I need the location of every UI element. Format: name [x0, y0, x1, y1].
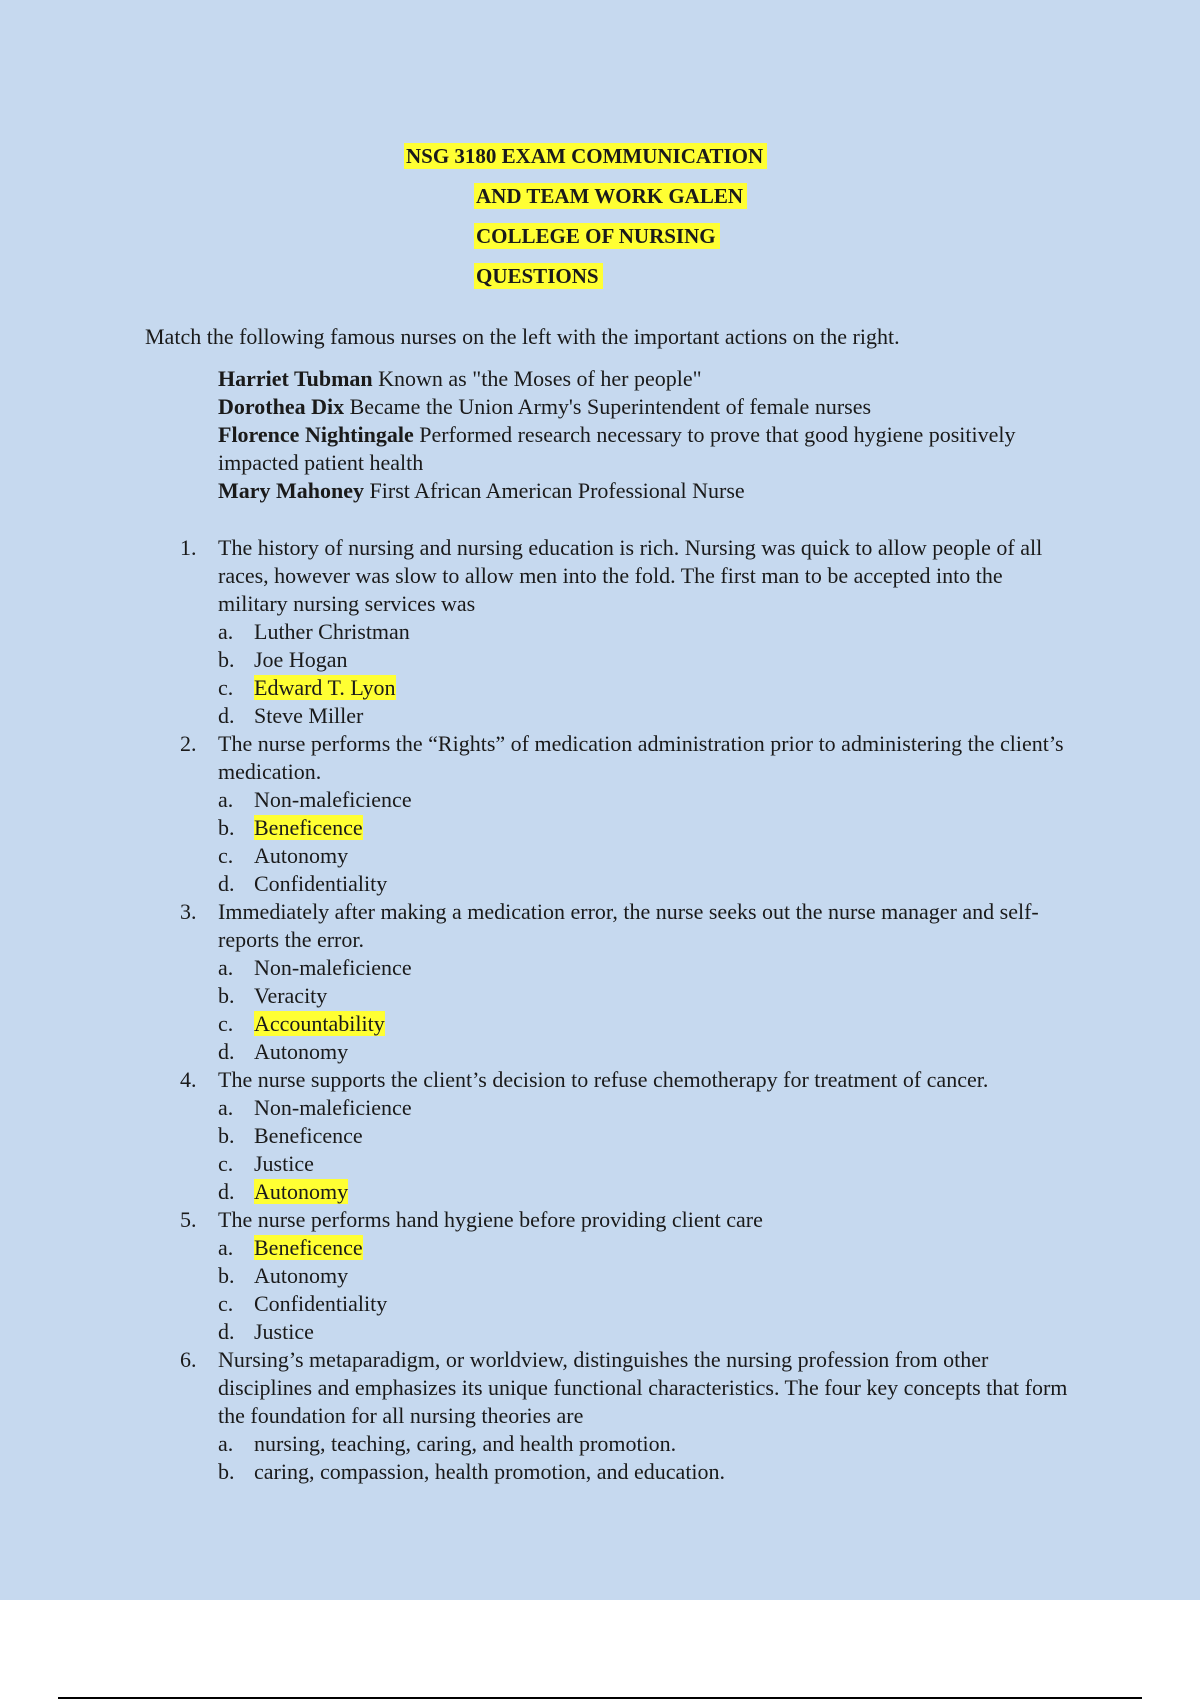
option-letter: c.	[218, 1011, 234, 1036]
answer-option	[218, 1150, 1070, 1178]
option-letter: b.	[218, 983, 235, 1008]
answer-options	[218, 954, 1070, 1066]
option-text-highlighted: Edward T. Lyon	[254, 675, 396, 700]
nurse-action: First African American Professional Nurse	[369, 478, 745, 503]
option-letter: c.	[218, 1151, 234, 1176]
option-letter: b.	[218, 647, 235, 672]
answer-option	[218, 870, 1070, 898]
nurse-matching-list	[218, 365, 1078, 505]
footer-rule	[58, 1697, 1142, 1699]
answer-option	[218, 1318, 1070, 1346]
answer-option	[218, 842, 1070, 870]
option-letter: a.	[218, 1431, 234, 1456]
question-item	[0, 1206, 1070, 1346]
answer-option-highlighted	[218, 674, 1070, 702]
question-stem: The nurse performs hand hygiene before providing client care	[218, 1207, 763, 1232]
title-line: QUESTIONS	[474, 262, 603, 290]
option-letter: c.	[218, 1291, 234, 1316]
answer-option	[218, 646, 1070, 674]
question-stem: The history of nursing and nursing education is rich. Nursing was quick to allow people of all races, however was slow to allow men into the fold. The first man to be accepted into the military nursing services was	[218, 535, 1043, 616]
nurse-action: Became the Union Army's Superintendent of female nurses	[349, 394, 872, 419]
option-text: Autonomy	[254, 843, 349, 868]
nurse-entry	[218, 393, 1078, 421]
answer-option	[218, 1094, 1070, 1122]
option-text: Confidentiality	[254, 1291, 388, 1316]
option-letter: d.	[218, 1039, 235, 1064]
answer-option-highlighted	[218, 814, 1070, 842]
nurse-name: Harriet Tubman	[218, 366, 373, 391]
answer-options	[218, 1430, 1070, 1486]
option-letter: d.	[218, 703, 235, 728]
option-text: Non-maleficience	[254, 955, 412, 980]
option-text: Non-maleficience	[254, 787, 412, 812]
question-item	[0, 1346, 1070, 1486]
answer-option	[218, 1122, 1070, 1150]
option-text-highlighted: Accountability	[254, 1011, 385, 1036]
option-text: Luther Christman	[254, 619, 410, 644]
answer-options	[218, 1094, 1070, 1206]
answer-options	[218, 1234, 1070, 1346]
question-number: 1.	[180, 535, 197, 560]
nurse-action: Known as "the Moses of her people"	[378, 366, 702, 391]
nurse-entry	[218, 477, 1078, 505]
answer-option	[218, 1262, 1070, 1290]
option-text-highlighted: Beneficence	[254, 1235, 363, 1260]
question-stem: The nurse supports the client’s decision to refuse chemotherapy for treatment of cancer.	[218, 1067, 989, 1092]
option-letter: a.	[218, 1095, 234, 1120]
option-text: Joe Hogan	[254, 647, 348, 672]
answer-option	[218, 982, 1070, 1010]
option-text: Autonomy	[254, 1263, 349, 1288]
option-text: Autonomy	[254, 1039, 349, 1064]
option-text: Beneficence	[254, 1123, 363, 1148]
matching-instructions: Match the following famous nurses on the left with the important actions on the right.	[145, 324, 900, 349]
option-letter: b.	[218, 1123, 235, 1148]
title-line: COLLEGE OF NURSING	[474, 222, 720, 250]
option-letter: b.	[218, 1459, 235, 1484]
option-text: nursing, teaching, caring, and health promotion.	[254, 1431, 677, 1456]
option-text: caring, compassion, health promotion, and education.	[254, 1459, 726, 1484]
question-item	[0, 534, 1070, 730]
question-stem: The nurse performs the “Rights” of medication administration prior to administering the client’s medication.	[218, 731, 1064, 784]
option-text: Steve Miller	[254, 703, 364, 728]
option-letter: c.	[218, 843, 234, 868]
nurse-name: Mary Mahoney	[218, 478, 365, 503]
question-number: 3.	[180, 899, 197, 924]
question-item	[0, 730, 1070, 898]
option-letter: b.	[218, 815, 235, 840]
option-letter: c.	[218, 675, 234, 700]
answer-option	[218, 702, 1070, 730]
answer-option	[218, 954, 1070, 982]
answer-option-highlighted	[218, 1010, 1070, 1038]
question-number: 5.	[180, 1207, 197, 1232]
question-stem: Immediately after making a medication error, the nurse seeks out the nurse manager and self-reports the error.	[218, 899, 1039, 952]
answer-option	[218, 1290, 1070, 1318]
option-text: Justice	[254, 1151, 314, 1176]
question-stem: Nursing’s metaparadigm, or worldview, distinguishes the nursing profession from other disciplines and emphasizes its unique functional characteristics. The four key concepts that form the foundation for all nursing theories are	[218, 1347, 1068, 1428]
nurse-name: Florence Nightingale	[218, 422, 414, 447]
answer-option-highlighted	[218, 1178, 1070, 1206]
title-line: AND TEAM WORK GALEN	[474, 182, 747, 210]
option-letter: b.	[218, 1263, 235, 1288]
answer-option	[218, 1458, 1070, 1486]
answer-option	[218, 786, 1070, 814]
option-text-highlighted: Beneficence	[254, 815, 363, 840]
option-letter: d.	[218, 1319, 235, 1344]
option-text: Non-maleficience	[254, 1095, 412, 1120]
option-text: Confidentiality	[254, 871, 388, 896]
option-letter: d.	[218, 871, 235, 896]
question-item	[0, 898, 1070, 1066]
answer-option	[218, 1038, 1070, 1066]
option-letter: a.	[218, 1235, 234, 1260]
option-text: Veracity	[254, 983, 328, 1008]
nurse-action: Performed research necessary to prove that good hygiene positively impacted patient health	[218, 422, 1016, 475]
question-item	[0, 1066, 1070, 1206]
option-letter: a.	[218, 955, 234, 980]
answer-option	[218, 618, 1070, 646]
option-text: Justice	[254, 1319, 314, 1344]
question-number: 6.	[180, 1347, 197, 1372]
answer-options	[218, 786, 1070, 898]
question-number: 4.	[180, 1067, 197, 1092]
option-letter: a.	[218, 787, 234, 812]
answer-option-highlighted	[218, 1234, 1070, 1262]
question-list	[0, 534, 1200, 1486]
nurse-name: Dorothea Dix	[218, 394, 345, 419]
nurse-entry	[218, 421, 1078, 477]
option-letter: d.	[218, 1179, 235, 1204]
answer-options	[218, 618, 1070, 730]
answer-option	[218, 1430, 1070, 1458]
option-letter: a.	[218, 619, 234, 644]
nurse-entry	[218, 365, 1078, 393]
question-number: 2.	[180, 731, 197, 756]
title-line: NSG 3180 EXAM COMMUNICATION	[404, 142, 767, 170]
option-text-highlighted: Autonomy	[254, 1179, 349, 1204]
